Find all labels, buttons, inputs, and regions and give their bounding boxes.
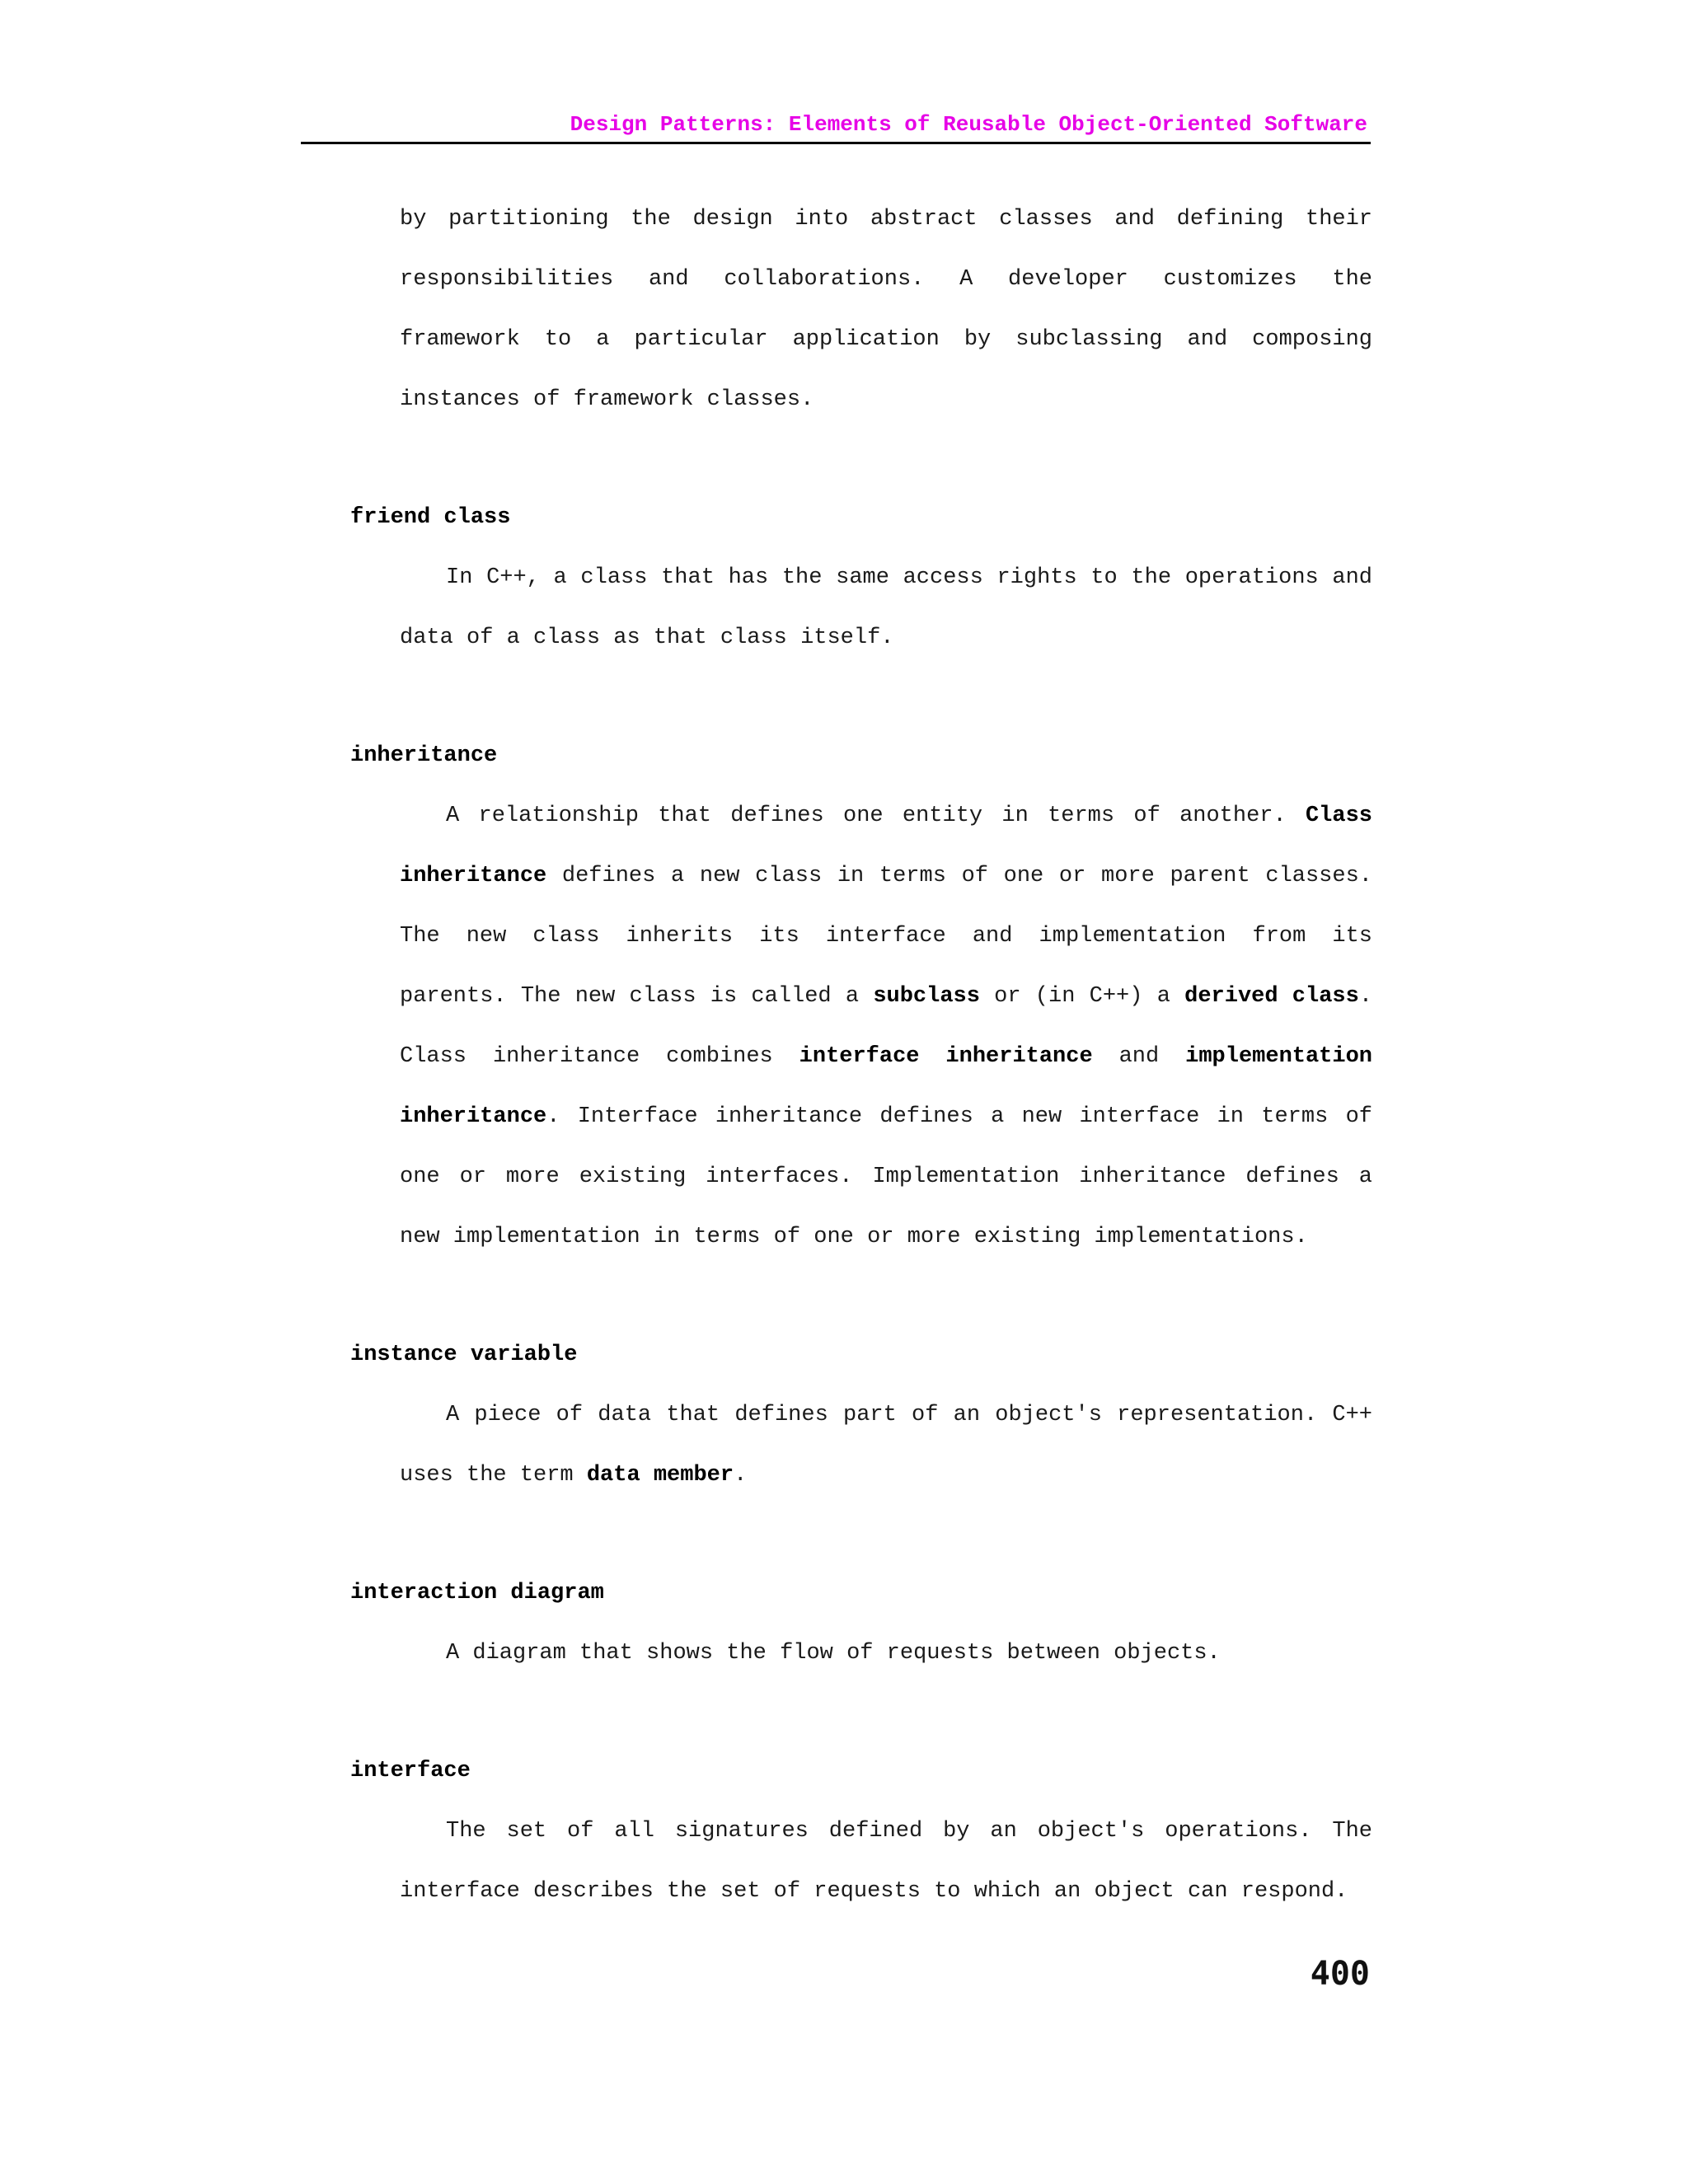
definition-text: and	[1092, 1044, 1186, 1069]
term-inheritance: inheritance	[350, 743, 498, 768]
definition-friend-class: In C++, a class that has the same access rights to the operations and data of a class as that class itself.	[400, 565, 1372, 650]
definition-interaction-diagram: A diagram that shows the flow of requests between objects.	[446, 1641, 1221, 1666]
term-interface: interface	[350, 1759, 471, 1783]
bold-term: interface inheritance	[799, 1044, 1093, 1069]
definition-text: .	[734, 1463, 748, 1488]
definition-inheritance	[400, 786, 1372, 1268]
definition-text: defines a new class in terms of one or more parent classes. The new class inherits its interface and implementation from its parents. The new class is called a	[400, 864, 1372, 1009]
term-friend-class: friend class	[350, 505, 511, 530]
bold-term: subclass	[873, 984, 980, 1009]
intro-paragraph: by partitioning the design into abstract classes and defining their responsibilities and collaborations. A developer customizes the framework to a particular application by subclassing and composing instances of framework classes.	[400, 207, 1372, 412]
definition-interface: The set of all signatures defined by an object's operations. The interface describes the set of requests to which an object can respond.	[400, 1819, 1372, 1904]
term-interaction-diagram: interaction diagram	[350, 1581, 604, 1605]
header-title: Design Patterns: Elements of Reusable Object-Oriented Software	[570, 112, 1367, 137]
bold-term: data member	[586, 1463, 734, 1488]
bold-term: Class inheritance	[400, 804, 1372, 888]
page-header	[301, 107, 1371, 144]
definition-text: or (in C++) a	[979, 984, 1185, 1009]
term-instance-variable: instance variable	[350, 1343, 578, 1367]
definition-text: . Interface inheritance defines a new interface in terms of one or more existing interfaces. Implementation inheritance defines a new implementation in terms of one or more existing implementations.	[400, 1104, 1372, 1249]
bold-term: derived class	[1184, 984, 1359, 1009]
glossary-content	[350, 190, 1372, 1922]
definition-text: . Class inheritance combines	[400, 984, 1373, 1069]
definition-text: A piece of data that defines part of an object's representation. C++ uses the term	[400, 1403, 1372, 1488]
definition-text: A relationship that defines one entity in terms of another.	[446, 804, 1306, 828]
bold-term: implementation inheritance	[400, 1044, 1372, 1129]
definition-instance-variable	[400, 1385, 1372, 1506]
page-number: 400	[1310, 1955, 1370, 1993]
